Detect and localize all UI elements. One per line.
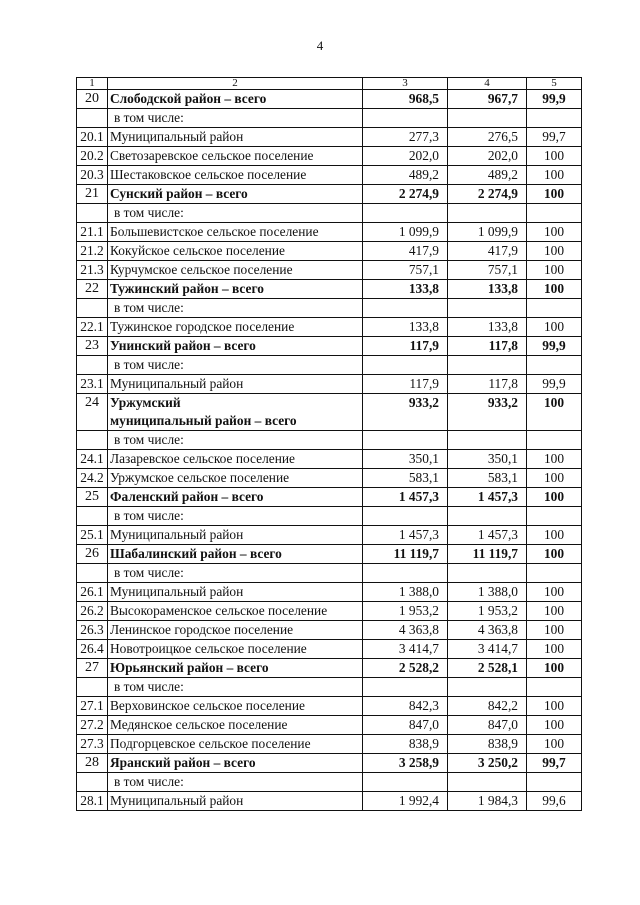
- value-col3: 4 363,8: [363, 621, 448, 640]
- row-name-text: Слободской район – всего: [110, 91, 267, 106]
- percent-col5: 99,9: [527, 337, 582, 356]
- row-name-text: Яранский район – всего: [110, 755, 256, 770]
- value-col4: [448, 678, 527, 697]
- value-col4: [448, 204, 527, 223]
- row-name: [108, 261, 363, 280]
- table-row: [77, 147, 582, 166]
- row-name: [108, 185, 363, 204]
- value-col3: 202,0: [363, 147, 448, 166]
- percent-col5: 100: [527, 318, 582, 337]
- district-total-row: [77, 754, 582, 773]
- row-name: [108, 678, 363, 697]
- value-col4: 417,9: [448, 242, 527, 261]
- row-number: 21.2: [77, 242, 108, 261]
- row-number: [77, 109, 108, 128]
- row-name: [108, 469, 363, 488]
- value-col4: [448, 431, 527, 450]
- value-col3: [363, 507, 448, 526]
- percent-col5: [527, 431, 582, 450]
- row-name: [108, 147, 363, 166]
- percent-col5: 99,7: [527, 754, 582, 773]
- value-col3: 842,3: [363, 697, 448, 716]
- row-name-text: Унинский район – всего: [110, 338, 256, 353]
- row-name: [108, 621, 363, 640]
- value-col3: 583,1: [363, 469, 448, 488]
- row-number: 21.1: [77, 223, 108, 242]
- row-number: 26.3: [77, 621, 108, 640]
- subheading-row: [77, 204, 582, 223]
- row-name: [108, 507, 363, 526]
- percent-col5: [527, 507, 582, 526]
- row-name-text: в том числе:: [114, 565, 184, 580]
- row-number: 26.4: [77, 640, 108, 659]
- value-col3: [363, 773, 448, 792]
- value-col3: 117,9: [363, 337, 448, 356]
- budget-table: [76, 77, 582, 811]
- row-number: 20.1: [77, 128, 108, 147]
- column-header: 3: [363, 78, 448, 90]
- value-col4: 1 457,3: [448, 488, 527, 507]
- table-row: [77, 716, 582, 735]
- district-total-row: [77, 659, 582, 678]
- value-col3: 133,8: [363, 280, 448, 299]
- value-col4: 1 457,3: [448, 526, 527, 545]
- row-name: [108, 166, 363, 185]
- row-name-text: Юрьянский район – всего: [110, 660, 269, 675]
- value-col4: 842,2: [448, 697, 527, 716]
- row-name-text: Лазаревское сельское поселение: [110, 451, 295, 466]
- value-col3: [363, 356, 448, 375]
- value-col4: [448, 299, 527, 318]
- subheading-row: [77, 109, 582, 128]
- percent-col5: 100: [527, 242, 582, 261]
- row-name-text: Тужинское городское поселение: [110, 319, 295, 334]
- row-number: 28: [77, 754, 108, 773]
- subheading-row: [77, 678, 582, 697]
- value-col3: 350,1: [363, 450, 448, 469]
- row-name: [108, 337, 363, 356]
- percent-col5: 100: [527, 394, 582, 431]
- table-row: [77, 128, 582, 147]
- table-row: [77, 621, 582, 640]
- row-number: [77, 507, 108, 526]
- row-number: 27.2: [77, 716, 108, 735]
- percent-col5: 99,9: [527, 90, 582, 109]
- value-col3: 847,0: [363, 716, 448, 735]
- row-name: [108, 90, 363, 109]
- row-number: [77, 564, 108, 583]
- row-name-text: Муниципальный район: [110, 376, 244, 391]
- row-number: [77, 678, 108, 697]
- row-name-text: в том числе:: [114, 205, 184, 220]
- percent-col5: 100: [527, 223, 582, 242]
- row-name-text: Муниципальный район: [110, 584, 244, 599]
- district-total-row: [77, 488, 582, 507]
- row-number: 27: [77, 659, 108, 678]
- percent-col5: 100: [527, 583, 582, 602]
- row-number: [77, 773, 108, 792]
- value-col4: 847,0: [448, 716, 527, 735]
- value-col4: 583,1: [448, 469, 527, 488]
- percent-col5: 100: [527, 166, 582, 185]
- percent-col5: 99,9: [527, 375, 582, 394]
- percent-col5: 99,7: [527, 128, 582, 147]
- value-col4: 933,2: [448, 394, 527, 431]
- table-body: [77, 78, 582, 811]
- percent-col5: 99,6: [527, 792, 582, 811]
- value-col3: [363, 204, 448, 223]
- row-number: 21.3: [77, 261, 108, 280]
- value-col4: 276,5: [448, 128, 527, 147]
- row-name-text: Шабалинский район – всего: [110, 546, 282, 561]
- value-col3: [363, 431, 448, 450]
- row-number: 23.1: [77, 375, 108, 394]
- row-name-text: в том числе:: [114, 432, 184, 447]
- row-number: 21: [77, 185, 108, 204]
- percent-col5: 100: [527, 450, 582, 469]
- table-row: [77, 792, 582, 811]
- percent-col5: 100: [527, 526, 582, 545]
- value-col3: [363, 678, 448, 697]
- value-col4: 3 414,7: [448, 640, 527, 659]
- value-col4: [448, 564, 527, 583]
- value-col3: 968,5: [363, 90, 448, 109]
- table-row: [77, 640, 582, 659]
- row-name: [108, 242, 363, 261]
- district-total-row: [77, 90, 582, 109]
- percent-col5: 100: [527, 640, 582, 659]
- percent-col5: 100: [527, 545, 582, 564]
- column-header: 5: [527, 78, 582, 90]
- subheading-row: [77, 564, 582, 583]
- district-total-row: [77, 337, 582, 356]
- row-name: [108, 716, 363, 735]
- row-number: 25: [77, 488, 108, 507]
- row-name-text: Верховинское сельское поселение: [110, 698, 305, 713]
- row-name-text: в том числе:: [114, 774, 184, 789]
- header-row: [77, 78, 582, 90]
- row-number: [77, 204, 108, 223]
- percent-col5: [527, 109, 582, 128]
- row-name-text: Большевистское сельское поселение: [110, 224, 319, 239]
- percent-col5: 100: [527, 621, 582, 640]
- value-col3: [363, 299, 448, 318]
- value-col3: 1 953,2: [363, 602, 448, 621]
- percent-col5: 100: [527, 469, 582, 488]
- value-col4: 1 099,9: [448, 223, 527, 242]
- value-col4: 3 250,2: [448, 754, 527, 773]
- row-name: [108, 583, 363, 602]
- value-col4: [448, 109, 527, 128]
- row-name-text: Сунский район – всего: [110, 186, 248, 201]
- row-name-text: Новотроицкое сельское поселение: [110, 641, 307, 656]
- row-number: 26: [77, 545, 108, 564]
- value-col4: 2 528,1: [448, 659, 527, 678]
- value-col4: 489,2: [448, 166, 527, 185]
- value-col4: 350,1: [448, 450, 527, 469]
- row-number: 28.1: [77, 792, 108, 811]
- row-name: [108, 450, 363, 469]
- row-name: [108, 223, 363, 242]
- value-col3: 417,9: [363, 242, 448, 261]
- percent-col5: 100: [527, 697, 582, 716]
- row-name: [108, 640, 363, 659]
- row-name: [108, 792, 363, 811]
- value-col4: 202,0: [448, 147, 527, 166]
- subheading-row: [77, 299, 582, 318]
- percent-col5: 100: [527, 735, 582, 754]
- row-name: [108, 564, 363, 583]
- value-col4: [448, 507, 527, 526]
- value-col3: 1 457,3: [363, 488, 448, 507]
- row-name: [108, 488, 363, 507]
- row-name-text: Муниципальный район: [110, 129, 244, 144]
- row-number: [77, 356, 108, 375]
- row-name: [108, 545, 363, 564]
- subheading-row: [77, 356, 582, 375]
- value-col3: 489,2: [363, 166, 448, 185]
- value-col3: 1 457,3: [363, 526, 448, 545]
- table-row: [77, 469, 582, 488]
- row-number: [77, 431, 108, 450]
- value-col4: 4 363,8: [448, 621, 527, 640]
- district-total-row: [77, 394, 582, 431]
- row-number: 25.1: [77, 526, 108, 545]
- row-name-text: Тужинский район – всего: [110, 281, 264, 296]
- value-col3: 2 274,9: [363, 185, 448, 204]
- percent-col5: 100: [527, 147, 582, 166]
- district-total-row: [77, 545, 582, 564]
- value-col4: [448, 773, 527, 792]
- row-name-text: Курчумское сельское поселение: [110, 262, 293, 277]
- value-col4: 838,9: [448, 735, 527, 754]
- value-col4: 1 388,0: [448, 583, 527, 602]
- value-col3: 933,2: [363, 394, 448, 431]
- table-row: [77, 166, 582, 185]
- row-number: 20: [77, 90, 108, 109]
- row-name: [108, 773, 363, 792]
- value-col3: 3 258,9: [363, 754, 448, 773]
- percent-col5: 100: [527, 602, 582, 621]
- row-name: [108, 356, 363, 375]
- row-name-text: Ленинское городское поселение: [110, 622, 294, 637]
- row-number: [77, 299, 108, 318]
- row-name: [108, 204, 363, 223]
- row-name: [108, 697, 363, 716]
- district-total-row: [77, 185, 582, 204]
- row-name: [108, 735, 363, 754]
- percent-col5: 100: [527, 280, 582, 299]
- table-row: [77, 375, 582, 394]
- table-row: [77, 242, 582, 261]
- table-row: [77, 450, 582, 469]
- table-row: [77, 735, 582, 754]
- percent-col5: [527, 773, 582, 792]
- value-col4: 2 274,9: [448, 185, 527, 204]
- table-row: [77, 261, 582, 280]
- subheading-row: [77, 431, 582, 450]
- row-name-text: Кокуйское сельское поселение: [110, 243, 285, 258]
- subheading-row: [77, 773, 582, 792]
- row-name-text: Медянское сельское поселение: [110, 717, 288, 732]
- row-name-text: Подгорцевское сельское поселение: [110, 736, 311, 751]
- row-name: [108, 375, 363, 394]
- percent-col5: 100: [527, 659, 582, 678]
- table-row: [77, 602, 582, 621]
- row-name: [108, 394, 363, 431]
- value-col3: [363, 564, 448, 583]
- row-name: [108, 109, 363, 128]
- row-name: [108, 602, 363, 621]
- table-row: [77, 583, 582, 602]
- value-col3: 117,9: [363, 375, 448, 394]
- percent-col5: [527, 204, 582, 223]
- value-col3: 3 414,7: [363, 640, 448, 659]
- row-name-text: Фаленский район – всего: [110, 489, 264, 504]
- row-name-text: Шестаковское сельское поселение: [110, 167, 307, 182]
- value-col3: 757,1: [363, 261, 448, 280]
- percent-col5: 100: [527, 185, 582, 204]
- row-name: [108, 754, 363, 773]
- row-name-text: в том числе:: [114, 110, 184, 125]
- row-name: [108, 431, 363, 450]
- row-name-text: в том числе:: [114, 679, 184, 694]
- value-col4: 11 119,7: [448, 545, 527, 564]
- subheading-row: [77, 507, 582, 526]
- percent-col5: 100: [527, 488, 582, 507]
- row-number: 24.1: [77, 450, 108, 469]
- row-number: 26.1: [77, 583, 108, 602]
- percent-col5: 100: [527, 261, 582, 280]
- table-row: [77, 526, 582, 545]
- column-header: 1: [77, 78, 108, 90]
- percent-col5: [527, 299, 582, 318]
- row-name-text: в том числе:: [114, 300, 184, 315]
- value-col4: 757,1: [448, 261, 527, 280]
- row-name-text: Муниципальный район: [110, 793, 244, 808]
- row-name: [108, 299, 363, 318]
- row-name: [108, 526, 363, 545]
- row-name: [108, 128, 363, 147]
- row-number: 27.1: [77, 697, 108, 716]
- page-number: 4: [316, 38, 324, 53]
- value-col4: 967,7: [448, 90, 527, 109]
- value-col3: 838,9: [363, 735, 448, 754]
- row-name-text: Муниципальный район: [110, 527, 244, 542]
- row-name: [108, 280, 363, 299]
- row-number: 22.1: [77, 318, 108, 337]
- value-col4: 117,8: [448, 375, 527, 394]
- value-col3: [363, 109, 448, 128]
- row-name-text-line2: муниципальный район – всего: [110, 412, 297, 428]
- table-row: [77, 697, 582, 716]
- row-number: 27.3: [77, 735, 108, 754]
- value-col3: 277,3: [363, 128, 448, 147]
- row-name-text: Уржумское сельское поселение: [110, 470, 290, 485]
- percent-col5: [527, 356, 582, 375]
- column-header: 4: [448, 78, 527, 90]
- row-number: 22: [77, 280, 108, 299]
- value-col3: 133,8: [363, 318, 448, 337]
- row-number: 20.2: [77, 147, 108, 166]
- value-col4: 133,8: [448, 318, 527, 337]
- row-number: 20.3: [77, 166, 108, 185]
- value-col3: 1 388,0: [363, 583, 448, 602]
- value-col3: 1 099,9: [363, 223, 448, 242]
- table-row: [77, 318, 582, 337]
- value-col3: 11 119,7: [363, 545, 448, 564]
- value-col3: 2 528,2: [363, 659, 448, 678]
- value-col4: 133,8: [448, 280, 527, 299]
- district-total-row: [77, 280, 582, 299]
- column-header: 2: [108, 78, 363, 90]
- value-col4: 1 984,3: [448, 792, 527, 811]
- value-col4: [448, 356, 527, 375]
- percent-col5: 100: [527, 716, 582, 735]
- value-col4: 1 953,2: [448, 602, 527, 621]
- row-number: 26.2: [77, 602, 108, 621]
- percent-col5: [527, 564, 582, 583]
- row-number: 24.2: [77, 469, 108, 488]
- row-number: 23: [77, 337, 108, 356]
- row-number: 24: [77, 394, 108, 431]
- row-name: [108, 659, 363, 678]
- row-name-text: Светозаревское сельское поселение: [110, 148, 314, 163]
- row-name-text: в том числе:: [114, 508, 184, 523]
- row-name-text: Высокораменское сельское поселение: [110, 603, 328, 618]
- row-name-text: в том числе:: [114, 357, 184, 372]
- value-col3: 1 992,4: [363, 792, 448, 811]
- table-row: [77, 223, 582, 242]
- row-name-text: Уржумский: [110, 395, 181, 410]
- percent-col5: [527, 678, 582, 697]
- value-col4: 117,8: [448, 337, 527, 356]
- row-name: [108, 318, 363, 337]
